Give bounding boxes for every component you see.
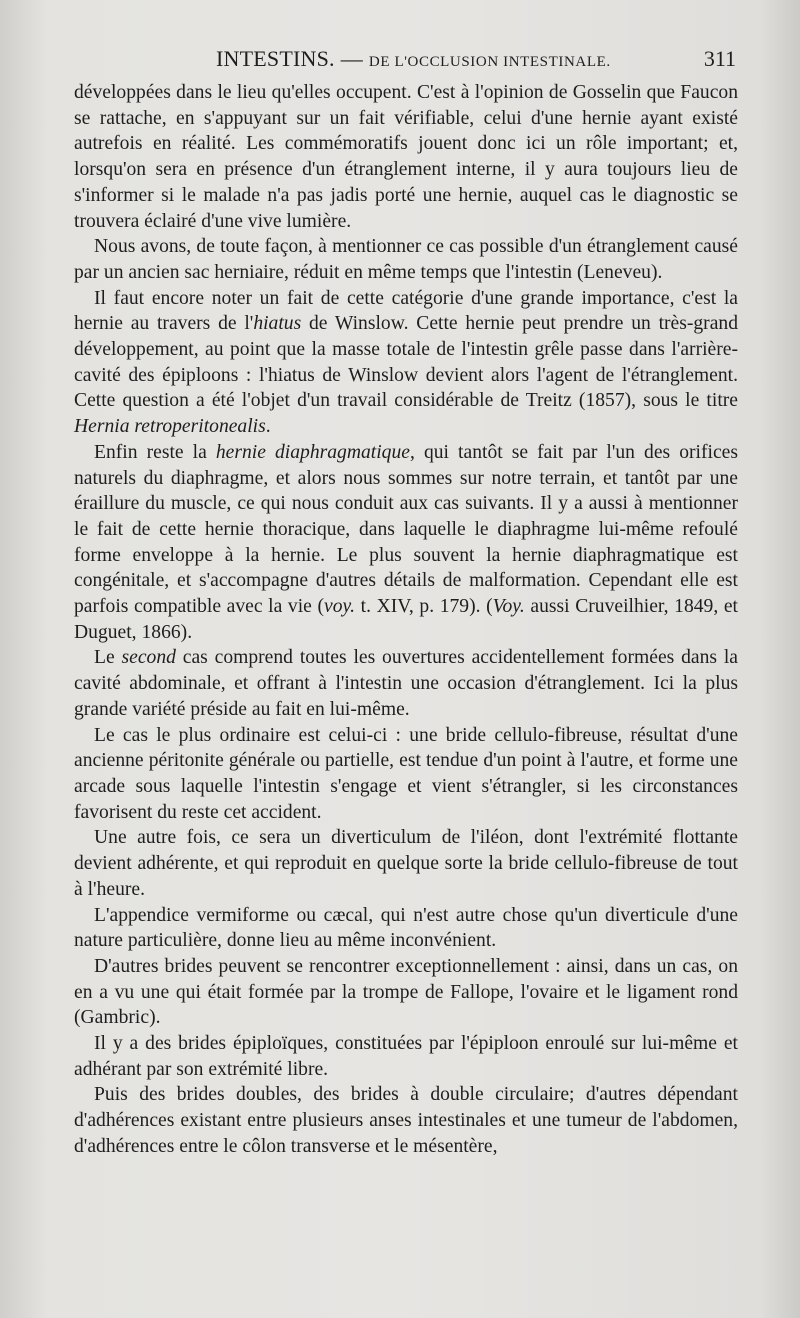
chapter-title: INTESTINS.	[216, 46, 335, 71]
paragraph-5-part: cas comprend toutes les ouvertures accidentellement formées dans la cavité abdominale, et offrant à l'intestin une occasion d'étranglement. Ici la plus grande variété préside au fait en lui-même.	[74, 647, 738, 720]
header-dash: —	[340, 46, 363, 71]
paragraph-5	[74, 645, 738, 722]
paragraph-4-italic: voy.	[324, 596, 356, 618]
paragraph-9: D'autres brides peuvent se rencontrer exceptionnellement : ainsi, dans un cas, on en a vu une qui était formée par la trompe de Fallope, l'ovaire et le ligament rond (Gambric).	[74, 955, 738, 1029]
paragraph-7: Une autre fois, ce sera un diverticulum de l'iléon, dont l'extrémité flottante devient adhérente, et qui reproduit en quelque sorte la bride cellulo-fibreuse de tout à l'heure.	[74, 827, 738, 900]
running-title	[216, 46, 611, 72]
section-title: DE L'OCCLUSION INTESTINALE.	[368, 54, 611, 70]
paragraph-1: développées dans le lieu qu'elles occupent. C'est à l'opinion de Gosselin que Faucon se rattache, en s'appuyant sur un fait vérifiable, celui d'une hernie ayant existé autrefois en réalité. Les commémoratifs jouent donc ici un rôle important; et, lorsqu'on sera en présence d'un étranglement interne, il y aura toujours lieu de s'informer si le malade n'a pas jadis porté une hernie, auquel cas le diagnostic se trouvera éclairé d'une vive lumière.	[74, 82, 738, 232]
paragraph-3-italic: hiatus	[253, 313, 302, 335]
paragraph-2: Nous avons, de toute façon, à mentionner ce cas possible d'un étranglement causé par un ancien sac herniaire, réduit en même temps que l'intestin (Leneveu).	[74, 236, 738, 283]
paragraph-4-part: Enfin reste la	[94, 441, 216, 463]
paragraph-6: Le cas le plus ordinaire est celui-ci : une bride cellulo-fibreuse, résultat d'une ancienne péritonite générale ou partielle, est tendue d'un point à l'autre, et forme une arcade sous laquelle l'intestin s'engage et vient s'étrangler, si les circonstances favorisent du reste cet accident.	[74, 724, 738, 823]
paragraph-4-part: , qui tantôt se fait par l'un des orifices naturels du diaphragme, et alors nous sommes sur notre terrain, et tantôt par une éraillure du muscle, ce qui nous conduit aux cas suivants. Il y a aussi à mentionner le fait de cette hernie thoracique, dans laquelle le diaphragme lui-même refoulé forme enveloppe à la hernie. Le plus souvent la hernie diaphragmatique est congénitale, et s'accompagne d'autres détails de malformation. Cependant elle est parfois compatible avec la vie (	[74, 441, 738, 618]
paragraph-10: Il y a des brides épiploïques, constituées par l'épiploon enroulé sur lui-même et adhérant par son extrémité libre.	[74, 1033, 738, 1080]
running-header	[74, 46, 738, 80]
page-number: 311	[703, 46, 736, 71]
paragraph-11: Puis des brides doubles, des brides à double circulaire; d'autres dépendant d'adhérences existant entre plusieurs anses intestinales et une tumeur de l'abdomen, d'adhérences entre le côlon transverse et le mésentère,	[74, 1084, 738, 1157]
paragraph-3-italic-title: Hernia retroperitonealis	[74, 416, 266, 438]
body-text	[74, 80, 738, 1160]
paragraph-3	[74, 286, 738, 440]
paragraph-4-italic: Voy.	[492, 596, 525, 618]
paragraph-4-part: aussi Cruveilhier, 1849, et Duguet, 1866).	[74, 596, 738, 643]
paragraph-8: L'appendice vermiforme ou cæcal, qui n'est autre chose qu'un diverticule d'une nature particulière, donne lieu au même inconvénient.	[74, 904, 738, 952]
paragraph-4	[74, 440, 738, 646]
paragraph-3-part: de Winslow. Cette hernie peut prendre un très-grand développement, au point que la masse totale de l'intestin grêle passe dans l'arrière-cavité des épiploons : l'hiatus de Winslow devient alors l'agent de l'étranglement. Cette question a été l'objet d'un travail considérable de Treitz (1857), sous le titre	[74, 313, 738, 412]
paragraph-5-italic: second	[121, 647, 176, 669]
paragraph-3-part: .	[265, 416, 271, 438]
paragraph-4-part: t. XIV, p. 179). (	[355, 596, 493, 618]
paragraph-4-italic: hernie diaphragmatique	[215, 441, 410, 463]
paragraph-3-part: Il faut encore noter un fait de cette catégorie d'une grande importance, c'est la hernie au travers de l'	[74, 287, 738, 335]
paragraph-5-part: Le	[94, 647, 122, 669]
